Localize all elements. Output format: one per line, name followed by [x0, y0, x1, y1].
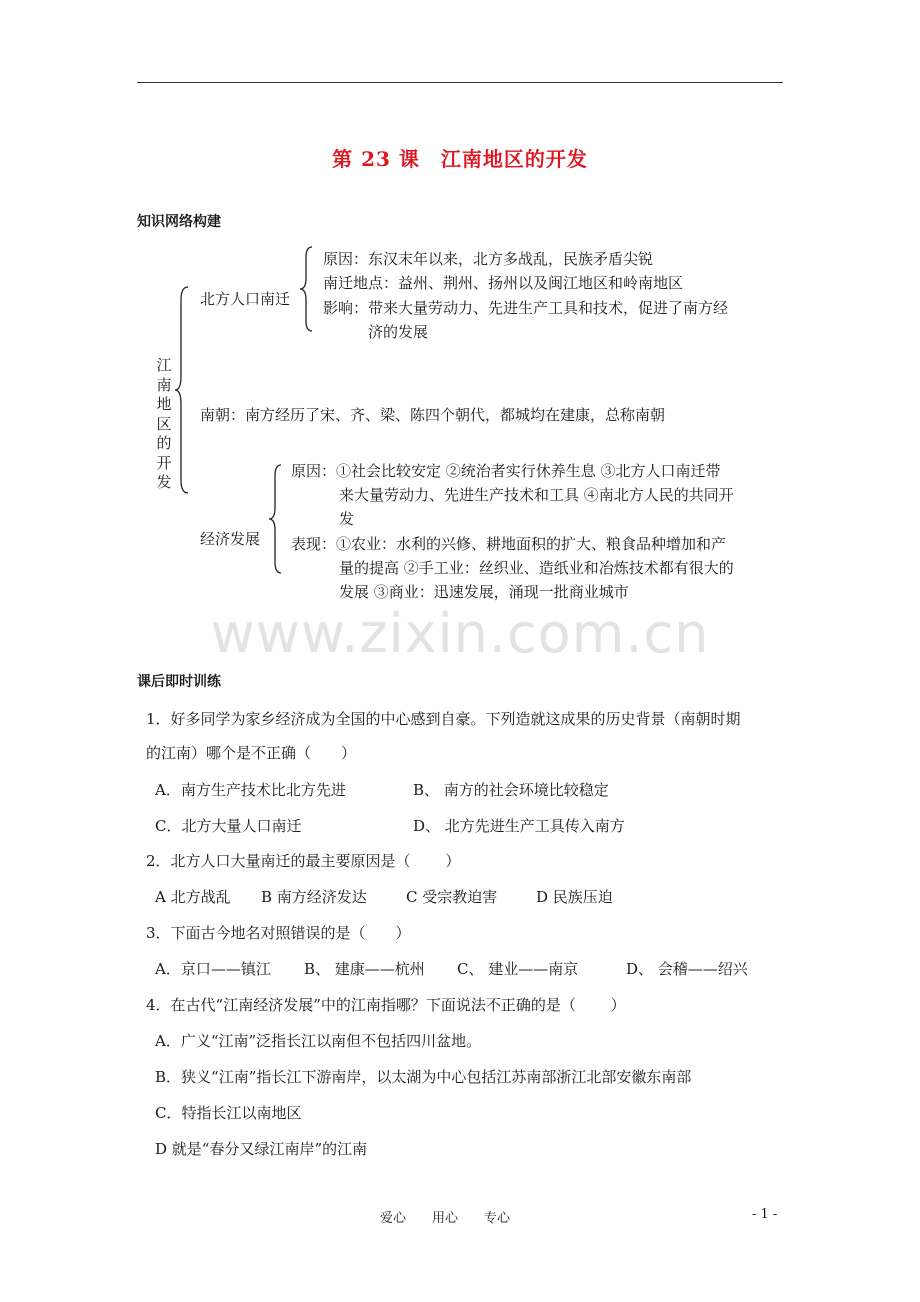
page-number: - 1 - [752, 1207, 778, 1222]
economy-performance-line-3: 发展 ③商业：迅速发展，涌现一批商业城市 [339, 583, 629, 601]
branch-migration-label: 北方人口南迁 [200, 290, 291, 308]
question-3-option-c: C、 建业——南京 [457, 960, 579, 978]
economy-cause-line-2: 来大量劳动力、先进生产技术和工具 ④南北方人民的共同开 [339, 486, 734, 504]
question-4-option-b: B．狭义“江南”指长江下游南岸，以太湖为中心包括江苏南部浙江北部安徽东南部 [155, 1068, 692, 1086]
question-3: 3．下面古今地名对照错误的是（ ） [146, 924, 411, 942]
question-3-option-b: B、 建康——杭州 [304, 960, 425, 978]
main-brace [174, 286, 198, 494]
question-4-option-c: C．特指长江以南地区 [155, 1104, 302, 1122]
footer-motto: 爱心 用心 专心 [380, 1211, 511, 1226]
migration-brace [299, 246, 319, 332]
question-1-option-b: B、 南方的社会环境比较稳定 [413, 781, 609, 799]
migration-impact: 影响：带来大量劳动力、先进生产工具和技术，促进了南方经 [323, 299, 729, 317]
economy-performance-line-1: 表现：①农业：水利的兴修、耕地面积的扩大、粮食品种增加和产 [291, 535, 727, 553]
question-1-option-a: A．南方生产技术比北方先进 [155, 781, 346, 799]
question-4: 4．在古代“江南经济发展”中的江南指哪？下面说法不正确的是（ ） [146, 996, 626, 1014]
migration-impact-cont: 济的发展 [368, 323, 429, 341]
section-heading-knowledge-network: 知识网络构建 [137, 214, 221, 230]
economy-brace [268, 464, 288, 574]
main-topic-vertical: 江南地区的开发 [156, 356, 172, 491]
question-3-option-a: A．京口——镇江 [155, 960, 271, 978]
question-1-option-d: D、 北方先进生产工具传入南方 [413, 817, 625, 835]
question-4-option-d: D 就是“春分又绿江南岸”的江南 [155, 1140, 368, 1158]
section-heading-exercises: 课后即时训练 [137, 674, 221, 690]
page-title: 第 23 课 江南地区的开发 [332, 147, 588, 171]
migration-cause: 原因：东汉末年以来，北方多战乱，民族矛盾尖锐 [323, 250, 654, 268]
branch-southern-dynasties: 南朝：南方经历了宋、齐、梁、陈四个朝代，都城均在建康，总称南朝 [200, 406, 666, 424]
question-3-option-d: D、 会稽——绍兴 [626, 960, 748, 978]
question-1-option-c: C．北方大量人口南迁 [155, 817, 302, 835]
watermark: www.zixin.com.cn [210, 602, 710, 665]
economy-performance-line-2: 量的提高 ②手工业：丝织业、造纸业和冶炼技术都有很大的 [339, 559, 734, 577]
header-rule [137, 82, 783, 83]
question-2: 2．北方人口大量南迁的最主要原因是（ ） [146, 852, 461, 870]
economy-cause-line-1: 原因：①社会比较安定 ②统治者实行休养生息 ③北方人口南迁带 [291, 462, 721, 480]
question-2-option-c: C 受宗教迫害 [406, 888, 498, 906]
migration-destinations: 南迁地点：益州、荆州、扬州以及闽江地区和岭南地区 [323, 274, 684, 292]
question-1-line-1: 1．好多同学为家乡经济成为全国的中心感到自豪。下列造就这成果的历史背景（南朝时期 [146, 710, 741, 728]
branch-economy-label: 经济发展 [200, 530, 261, 548]
economy-cause-line-3: 发 [339, 510, 355, 528]
question-2-option-a: A 北方战乱 [155, 888, 231, 906]
question-1-line-2: 的江南）哪个是不正确（ ） [146, 744, 357, 762]
question-2-option-d: D 民族压迫 [536, 888, 613, 906]
question-2-option-b: B 南方经济发达 [261, 888, 367, 906]
question-4-option-a: A．广义“江南”泛指长江以南但不包括四川盆地。 [155, 1032, 482, 1050]
